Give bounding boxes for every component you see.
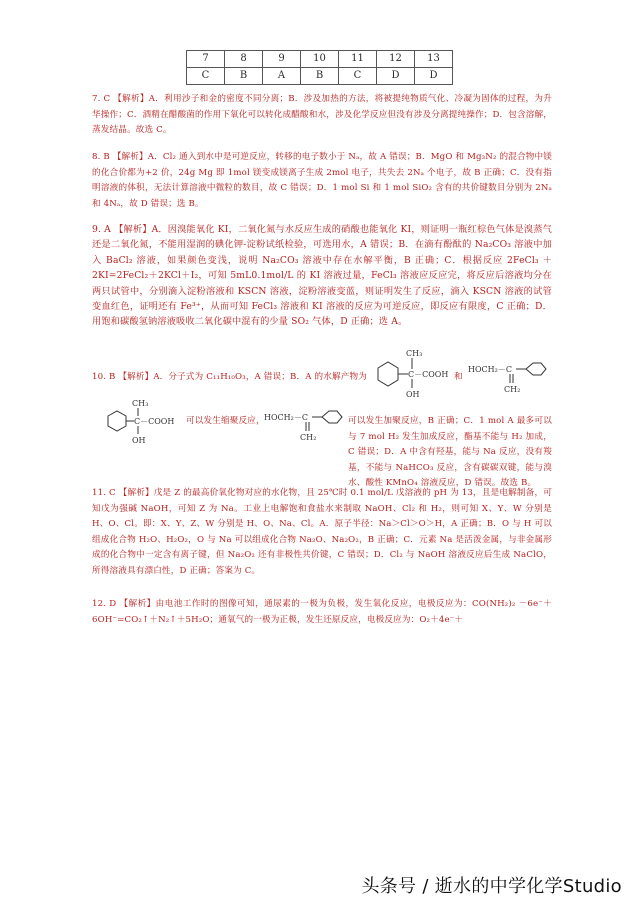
hydrolysis-product-structure-2 xyxy=(466,356,552,396)
table-cell: B xyxy=(225,68,263,85)
explanation-q10-rest xyxy=(348,414,552,492)
struct-label: OH xyxy=(406,390,420,399)
table-cell: 10 xyxy=(301,51,339,68)
table-cell: A xyxy=(263,68,301,85)
table-cell: C xyxy=(187,68,225,85)
explanation-q12: 12. D 【解析】由电池工作时的图像可知，通尿素的一极为负极，发生氧化反应，电极反应为：CO(NH₂)₂ －6e⁻＋6OH⁻=CO₂↑＋N₂↑＋5H₂O；通氧气的一极为正极，发生还原反应，电极反应为：O₂＋4e⁻＋ xyxy=(92,599,552,625)
table-cell: 13 xyxy=(415,51,453,68)
table-cell: C xyxy=(339,68,377,85)
struct-label: CH₂ xyxy=(504,385,521,394)
struct-label: C－COOH xyxy=(134,417,175,426)
and-text: 和 xyxy=(454,372,463,382)
question-number-row xyxy=(187,51,453,68)
table-cell: B xyxy=(301,68,339,85)
table-cell: 8 xyxy=(225,51,263,68)
explanation-q9: 9. A 【解析】A．因溴能氧化 KI，二氧化氮与水反应生成的硝酸也能氧化 KI，则证明一瓶红棕色气体是溴蒸气还是二氧化氮，不能用湿润的碘化钾-淀粉试纸检验，可选用水，A 错误；B．在滴有酚酞的 Na₂CO₃ 溶液中加入 BaCl₂ 溶液，如果颜色变浅，说明 Na₂CO₃ 溶液中存在水解平衡，B 正确；C．根据反应 2FeCl₃ ＋2KI=2FeCl₂＋2KCl＋I₂，可知 5mL0.1mol/L 的 KI 溶液过量，FeCl₃ 溶液应反应完，将反应后溶液均分在两只试管中，分别滴入淀粉溶液和 KSCN 溶液，淀粉溶液变蓝，则证明发生了反应，滴入 KSCN 溶液的试管变血红色，证明还有 Fe³⁺，从而可知 FeCl₃ 溶液和 KI 溶液的反应为可逆反应，即反应有限度，C 正确；D．用饱和碳酸氢钠溶液吸收二氧化碳中混有的少量 SO₂ 气体，D 正确；选 A。 xyxy=(92,224,552,328)
struct-label: OH xyxy=(132,436,146,445)
table-cell: D xyxy=(377,68,415,85)
struct-label: HOCH₂－C xyxy=(264,413,308,422)
explanation-q10-line1: 10. B 【解析】A．分子式为 C₁₁H₁₀O₃，A 错误；B．A 的水解产物为 xyxy=(92,372,367,382)
answer-table xyxy=(186,50,453,85)
struct-label: CH₃ xyxy=(406,349,423,358)
struct-label: CH₂ xyxy=(300,433,317,442)
table-cell: 7 xyxy=(187,51,225,68)
watermark: 头条号 / 逝水的中学化学Studio xyxy=(361,876,622,897)
explanation-q11: 11. C 【解析】戊是 Z 的最高价氧化物对应的水化物，且 25℃时 0.1 mol/L 戊溶液的 pH 为 13，且是电解制备，可知戊为强碱 NaOH，可知 Z 为 Na。工业上电解饱和食盐水来制取 NaOH、Cl₂ 和 H₂，则可知 X、Y、W 分别是 H、O、Cl。即：X、Y、Z、W 分别是 H、O、Na、Cl。A．原子半径：Na＞Cl＞O＞H，A 正确；B．O 与 H 可以组成化合物 H₂O、H₂O₂，O 与 Na 可以组成化合物 Na₂O、Na₂O₂，B 正确；C．元素 Na 是活泼金属，与非金属形成的化合物中一定含有离子键，但 Na₂O₂ 还有非极性共价键，C 错误；D．Cl₂ 与 NaOH 溶液反应后生成 NaClO，所得溶液具有漂白性，D 正确；答案为 C。 xyxy=(92,488,552,576)
table-cell: D xyxy=(415,68,453,85)
polycondensation-text: 可以发生缩聚反应， xyxy=(186,416,265,426)
answer-row xyxy=(187,68,453,85)
table-cell: 12 xyxy=(377,51,415,68)
table-cell: 11 xyxy=(339,51,377,68)
struct-label: CH₃ xyxy=(132,399,149,408)
explanation-q7: 7. C 【解析】A．利用沙子和金的密度不同分离；B．涉及加热的方法，将被提纯物质气化、冷凝为固体的过程，为升华操作；C．酒精在醋酸菌的作用下氧化可以转化成醋酸和水，涉及化学反应但没有涉及分离提纯操作；D．包含溶解，蒸发结晶。故选 C。 xyxy=(92,94,552,136)
hydrolysis-product-structure-2-repeat xyxy=(262,404,348,444)
explanation-q8: 8. B 【解析】A．Cl₂ 通入到水中是可逆反应，转移的电子数小于 Nₐ，故 A 错误；B．MgO 和 Mg₃N₂ 的混合物中镁的化合价都为+2 价，24g Mg 即 1mol 镁变成镁离子生成 2mol 电子，共失去 2Nₐ 个电子，故 B 正确；C．没有指明溶液的体积，无法计算溶液中微粒的数目，故 C 错误；D．1 mol Si 和 1 mol SiO₂ 含有的共价键数目分别为 2Nₐ 和 4Nₐ，故 D 错误；选 B。 xyxy=(92,152,552,209)
struct-label: HOCH₂－C xyxy=(468,365,512,374)
hydrolysis-product-structure-1-repeat xyxy=(104,398,186,448)
struct-label: C－COOH xyxy=(408,370,449,379)
table-cell: 9 xyxy=(263,51,301,68)
explanation-q10-text: 可以发生加聚反应，B 正确；C．1 mol A 最多可以与 7 mol H₂ 发生加成反应，酯基不能与 H₂ 加成，C 错误；D．A 中含有羟基，能与 Na 反应，没有羧基，不能与 NaHCO₃ 反应，含有碳碳双键，能与溴水、酸性 KMnO₄ 溶液反应，D 错误。故选 B。 xyxy=(348,416,552,489)
